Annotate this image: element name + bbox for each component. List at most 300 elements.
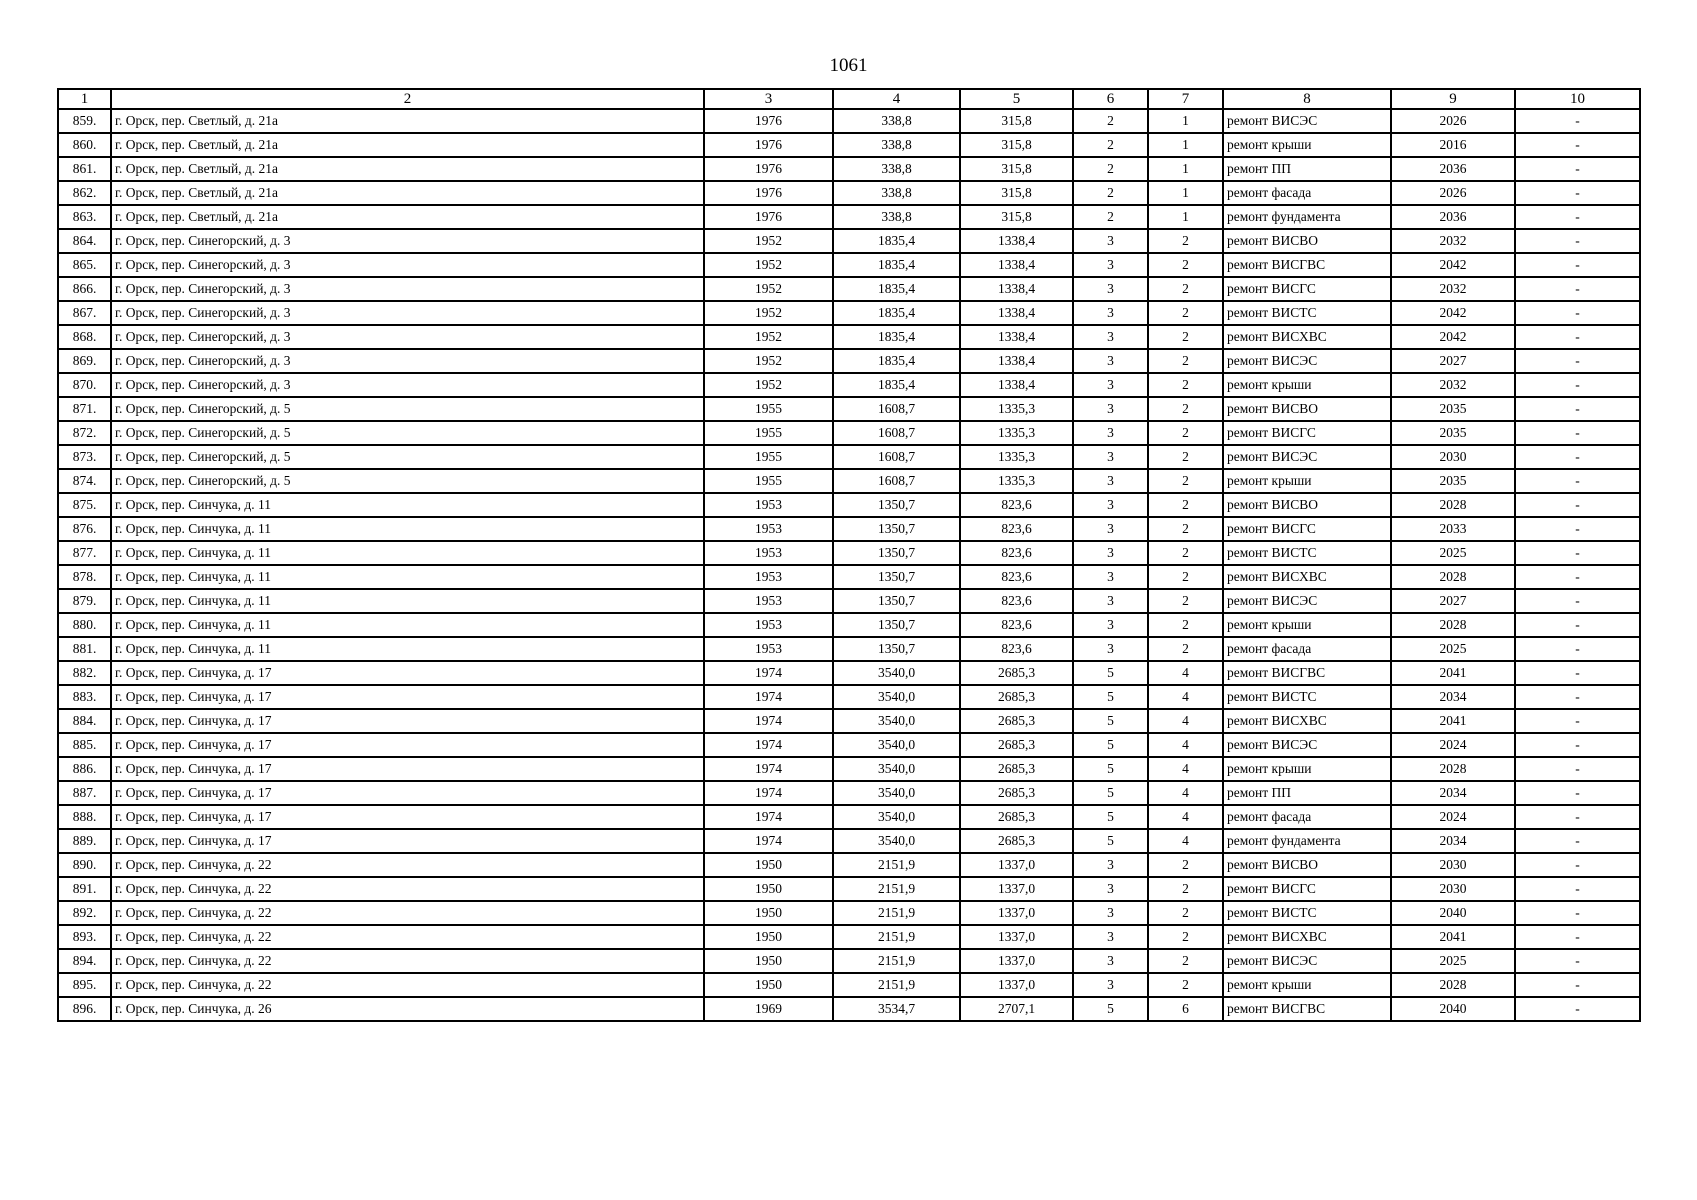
cell-note: -: [1515, 205, 1640, 229]
cell-address: г. Орск, пер. Синегорский, д. 3: [111, 229, 704, 253]
cell-year-built: 1952: [704, 253, 833, 277]
cell-note: -: [1515, 757, 1640, 781]
cell-note: -: [1515, 301, 1640, 325]
cell-address: г. Орск, пер. Синчука, д. 22: [111, 925, 704, 949]
cell-planned-year: 2036: [1391, 205, 1515, 229]
cell-entrances: 2: [1148, 565, 1223, 589]
cell-repair-type: ремонт крыши: [1223, 757, 1391, 781]
cell-living-area: 1337,0: [960, 949, 1073, 973]
cell-total-area: 1350,7: [833, 565, 960, 589]
cell-entrances: 2: [1148, 229, 1223, 253]
cell-floors: 3: [1073, 325, 1148, 349]
cell-address: г. Орск, пер. Синегорский, д. 3: [111, 349, 704, 373]
cell-note: -: [1515, 805, 1640, 829]
cell-repair-type: ремонт ВИСТС: [1223, 901, 1391, 925]
cell-address: г. Орск, пер. Светлый, д. 21а: [111, 133, 704, 157]
cell-floors: 2: [1073, 109, 1148, 133]
cell-entrances: 2: [1148, 469, 1223, 493]
cell-repair-type: ремонт ВИСТС: [1223, 301, 1391, 325]
table-row: [58, 781, 1640, 805]
cell-planned-year: 2041: [1391, 661, 1515, 685]
cell-year-built: 1955: [704, 397, 833, 421]
cell-note: -: [1515, 661, 1640, 685]
cell-total-area: 3540,0: [833, 661, 960, 685]
cell-living-area: 2685,3: [960, 685, 1073, 709]
cell-address: г. Орск, пер. Синегорский, д. 5: [111, 445, 704, 469]
cell-total-area: 1835,4: [833, 349, 960, 373]
cell-repair-type: ремонт ВИСГС: [1223, 517, 1391, 541]
cell-living-area: 1335,3: [960, 469, 1073, 493]
cell-repair-type: ремонт фасада: [1223, 181, 1391, 205]
cell-planned-year: 2030: [1391, 853, 1515, 877]
cell-note: -: [1515, 157, 1640, 181]
cell-row-number: 878.: [58, 565, 111, 589]
cell-row-number: 891.: [58, 877, 111, 901]
cell-year-built: 1950: [704, 949, 833, 973]
cell-repair-type: ремонт ВИСЭС: [1223, 589, 1391, 613]
table-row: [58, 613, 1640, 637]
cell-repair-type: ремонт ВИСЭС: [1223, 349, 1391, 373]
cell-note: -: [1515, 613, 1640, 637]
cell-planned-year: 2026: [1391, 109, 1515, 133]
cell-entrances: 2: [1148, 877, 1223, 901]
cell-floors: 3: [1073, 349, 1148, 373]
cell-address: г. Орск, пер. Синчука, д. 17: [111, 709, 704, 733]
table-row: [58, 589, 1640, 613]
cell-address: г. Орск, пер. Синчука, д. 22: [111, 877, 704, 901]
cell-planned-year: 2016: [1391, 133, 1515, 157]
cell-note: -: [1515, 901, 1640, 925]
cell-year-built: 1953: [704, 637, 833, 661]
cell-total-area: 3540,0: [833, 757, 960, 781]
cell-repair-type: ремонт ВИСГС: [1223, 277, 1391, 301]
cell-total-area: 1350,7: [833, 493, 960, 517]
cell-address: г. Орск, пер. Синчука, д. 11: [111, 589, 704, 613]
cell-address: г. Орск, пер. Синегорский, д. 3: [111, 253, 704, 277]
cell-planned-year: 2035: [1391, 421, 1515, 445]
cell-floors: 5: [1073, 661, 1148, 685]
table-row: [58, 205, 1640, 229]
cell-year-built: 1950: [704, 901, 833, 925]
cell-repair-type: ремонт ВИСВО: [1223, 853, 1391, 877]
cell-planned-year: 2024: [1391, 805, 1515, 829]
cell-address: г. Орск, пер. Синегорский, д. 3: [111, 373, 704, 397]
cell-living-area: 315,8: [960, 205, 1073, 229]
cell-planned-year: 2028: [1391, 613, 1515, 637]
cell-row-number: 868.: [58, 325, 111, 349]
cell-row-number: 884.: [58, 709, 111, 733]
cell-note: -: [1515, 349, 1640, 373]
cell-total-area: 2151,9: [833, 973, 960, 997]
cell-floors: 3: [1073, 853, 1148, 877]
cell-planned-year: 2028: [1391, 973, 1515, 997]
column-header-6: 6: [1073, 89, 1148, 109]
cell-entrances: 2: [1148, 589, 1223, 613]
table-row: [58, 829, 1640, 853]
cell-note: -: [1515, 997, 1640, 1021]
cell-floors: 3: [1073, 277, 1148, 301]
cell-year-built: 1974: [704, 781, 833, 805]
cell-row-number: 869.: [58, 349, 111, 373]
column-header-10: 10: [1515, 89, 1640, 109]
cell-floors: 3: [1073, 517, 1148, 541]
cell-living-area: 823,6: [960, 565, 1073, 589]
cell-total-area: 1350,7: [833, 589, 960, 613]
cell-floors: 2: [1073, 157, 1148, 181]
cell-living-area: 1335,3: [960, 445, 1073, 469]
table-row: [58, 877, 1640, 901]
cell-address: г. Орск, пер. Синчука, д. 17: [111, 685, 704, 709]
table-row: [58, 325, 1640, 349]
cell-planned-year: 2033: [1391, 517, 1515, 541]
cell-year-built: 1955: [704, 469, 833, 493]
cell-row-number: 883.: [58, 685, 111, 709]
cell-entrances: 4: [1148, 781, 1223, 805]
cell-entrances: 4: [1148, 757, 1223, 781]
column-header-8: 8: [1223, 89, 1391, 109]
cell-address: г. Орск, пер. Синчука, д. 11: [111, 493, 704, 517]
cell-row-number: 877.: [58, 541, 111, 565]
cell-total-area: 1608,7: [833, 445, 960, 469]
cell-year-built: 1976: [704, 109, 833, 133]
cell-row-number: 872.: [58, 421, 111, 445]
table-row: [58, 109, 1640, 133]
cell-living-area: 2685,3: [960, 709, 1073, 733]
cell-repair-type: ремонт ВИСХВС: [1223, 925, 1391, 949]
cell-planned-year: 2040: [1391, 901, 1515, 925]
cell-year-built: 1974: [704, 829, 833, 853]
column-header-4: 4: [833, 89, 960, 109]
cell-total-area: 1835,4: [833, 325, 960, 349]
cell-year-built: 1953: [704, 541, 833, 565]
cell-row-number: 870.: [58, 373, 111, 397]
cell-living-area: 1338,4: [960, 229, 1073, 253]
cell-year-built: 1953: [704, 565, 833, 589]
cell-floors: 3: [1073, 925, 1148, 949]
table-row: [58, 541, 1640, 565]
cell-row-number: 862.: [58, 181, 111, 205]
cell-living-area: 823,6: [960, 589, 1073, 613]
cell-living-area: 1338,4: [960, 373, 1073, 397]
cell-living-area: 1337,0: [960, 877, 1073, 901]
cell-year-built: 1952: [704, 325, 833, 349]
cell-year-built: 1955: [704, 421, 833, 445]
cell-row-number: 880.: [58, 613, 111, 637]
cell-floors: 5: [1073, 997, 1148, 1021]
cell-note: -: [1515, 373, 1640, 397]
cell-planned-year: 2042: [1391, 301, 1515, 325]
cell-entrances: 1: [1148, 205, 1223, 229]
cell-living-area: 2707,1: [960, 997, 1073, 1021]
cell-address: г. Орск, пер. Светлый, д. 21а: [111, 181, 704, 205]
cell-repair-type: ремонт ВИСГС: [1223, 877, 1391, 901]
cell-planned-year: 2027: [1391, 349, 1515, 373]
cell-address: г. Орск, пер. Синчука, д. 17: [111, 805, 704, 829]
cell-living-area: 1337,0: [960, 925, 1073, 949]
cell-planned-year: 2028: [1391, 565, 1515, 589]
cell-floors: 3: [1073, 877, 1148, 901]
cell-row-number: 893.: [58, 925, 111, 949]
cell-floors: 5: [1073, 829, 1148, 853]
cell-planned-year: 2028: [1391, 493, 1515, 517]
cell-total-area: 1350,7: [833, 541, 960, 565]
cell-note: -: [1515, 517, 1640, 541]
cell-floors: 3: [1073, 541, 1148, 565]
cell-planned-year: 2026: [1391, 181, 1515, 205]
cell-repair-type: ремонт ВИСХВС: [1223, 709, 1391, 733]
cell-note: -: [1515, 253, 1640, 277]
cell-year-built: 1974: [704, 685, 833, 709]
cell-note: -: [1515, 421, 1640, 445]
cell-note: -: [1515, 829, 1640, 853]
cell-note: -: [1515, 133, 1640, 157]
cell-living-area: 2685,3: [960, 781, 1073, 805]
cell-note: -: [1515, 589, 1640, 613]
cell-total-area: 338,8: [833, 157, 960, 181]
cell-total-area: 1835,4: [833, 301, 960, 325]
cell-planned-year: 2041: [1391, 925, 1515, 949]
table-row: [58, 733, 1640, 757]
cell-year-built: 1953: [704, 589, 833, 613]
cell-note: -: [1515, 565, 1640, 589]
cell-total-area: 2151,9: [833, 901, 960, 925]
cell-address: г. Орск, пер. Синчука, д. 26: [111, 997, 704, 1021]
cell-repair-type: ремонт ВИСВО: [1223, 229, 1391, 253]
cell-repair-type: ремонт ВИСХВС: [1223, 325, 1391, 349]
cell-note: -: [1515, 949, 1640, 973]
table-row: [58, 997, 1640, 1021]
cell-floors: 3: [1073, 901, 1148, 925]
cell-note: -: [1515, 925, 1640, 949]
cell-total-area: 3540,0: [833, 805, 960, 829]
cell-planned-year: 2032: [1391, 277, 1515, 301]
cell-planned-year: 2024: [1391, 733, 1515, 757]
cell-living-area: 1337,0: [960, 853, 1073, 877]
cell-note: -: [1515, 973, 1640, 997]
cell-row-number: 860.: [58, 133, 111, 157]
cell-living-area: 2685,3: [960, 733, 1073, 757]
cell-living-area: 315,8: [960, 181, 1073, 205]
cell-floors: 5: [1073, 781, 1148, 805]
cell-repair-type: ремонт фундамента: [1223, 205, 1391, 229]
cell-note: -: [1515, 109, 1640, 133]
cell-living-area: 1337,0: [960, 901, 1073, 925]
cell-entrances: 2: [1148, 301, 1223, 325]
cell-year-built: 1974: [704, 709, 833, 733]
cell-repair-type: ремонт фасада: [1223, 805, 1391, 829]
cell-row-number: 864.: [58, 229, 111, 253]
cell-row-number: 859.: [58, 109, 111, 133]
cell-living-area: 1338,4: [960, 253, 1073, 277]
cell-row-number: 866.: [58, 277, 111, 301]
cell-living-area: 2685,3: [960, 757, 1073, 781]
cell-year-built: 1976: [704, 157, 833, 181]
cell-total-area: 2151,9: [833, 877, 960, 901]
table-row: [58, 301, 1640, 325]
cell-repair-type: ремонт фундамента: [1223, 829, 1391, 853]
cell-living-area: 823,6: [960, 637, 1073, 661]
cell-address: г. Орск, пер. Синчука, д. 11: [111, 517, 704, 541]
cell-living-area: 1338,4: [960, 325, 1073, 349]
cell-repair-type: ремонт ВИСХВС: [1223, 565, 1391, 589]
cell-living-area: 315,8: [960, 157, 1073, 181]
cell-entrances: 4: [1148, 829, 1223, 853]
cell-row-number: 890.: [58, 853, 111, 877]
cell-entrances: 2: [1148, 925, 1223, 949]
cell-floors: 3: [1073, 445, 1148, 469]
cell-repair-type: ремонт ПП: [1223, 781, 1391, 805]
cell-year-built: 1950: [704, 877, 833, 901]
cell-address: г. Орск, пер. Синегорский, д. 3: [111, 325, 704, 349]
cell-address: г. Орск, пер. Синегорский, д. 5: [111, 421, 704, 445]
cell-entrances: 2: [1148, 421, 1223, 445]
cell-note: -: [1515, 709, 1640, 733]
column-header-2: 2: [111, 89, 704, 109]
cell-planned-year: 2036: [1391, 157, 1515, 181]
cell-total-area: 338,8: [833, 109, 960, 133]
cell-row-number: 861.: [58, 157, 111, 181]
cell-year-built: 1974: [704, 661, 833, 685]
cell-entrances: 2: [1148, 349, 1223, 373]
cell-note: -: [1515, 781, 1640, 805]
cell-address: г. Орск, пер. Синегорский, д. 3: [111, 301, 704, 325]
cell-year-built: 1950: [704, 973, 833, 997]
cell-note: -: [1515, 853, 1640, 877]
table-row: [58, 445, 1640, 469]
table-row: [58, 685, 1640, 709]
cell-year-built: 1974: [704, 733, 833, 757]
cell-total-area: 3540,0: [833, 685, 960, 709]
cell-planned-year: 2034: [1391, 781, 1515, 805]
cell-entrances: 2: [1148, 277, 1223, 301]
cell-planned-year: 2027: [1391, 589, 1515, 613]
cell-entrances: 2: [1148, 517, 1223, 541]
table-row: [58, 565, 1640, 589]
cell-note: -: [1515, 877, 1640, 901]
cell-row-number: 887.: [58, 781, 111, 805]
cell-total-area: 338,8: [833, 205, 960, 229]
table-row: [58, 157, 1640, 181]
cell-total-area: 1608,7: [833, 397, 960, 421]
cell-year-built: 1953: [704, 517, 833, 541]
cell-row-number: 865.: [58, 253, 111, 277]
table-row: [58, 853, 1640, 877]
cell-planned-year: 2035: [1391, 469, 1515, 493]
cell-living-area: 1335,3: [960, 421, 1073, 445]
cell-repair-type: ремонт ВИСГВС: [1223, 253, 1391, 277]
cell-year-built: 1952: [704, 229, 833, 253]
cell-entrances: 4: [1148, 661, 1223, 685]
cell-total-area: 2151,9: [833, 853, 960, 877]
cell-planned-year: 2032: [1391, 373, 1515, 397]
cell-planned-year: 2034: [1391, 685, 1515, 709]
cell-note: -: [1515, 541, 1640, 565]
cell-address: г. Орск, пер. Синчука, д. 11: [111, 613, 704, 637]
cell-row-number: 888.: [58, 805, 111, 829]
cell-floors: 3: [1073, 949, 1148, 973]
cell-address: г. Орск, пер. Светлый, д. 21а: [111, 205, 704, 229]
table-row: [58, 901, 1640, 925]
cell-year-built: 1952: [704, 349, 833, 373]
cell-note: -: [1515, 397, 1640, 421]
table-row: [58, 973, 1640, 997]
cell-entrances: 2: [1148, 541, 1223, 565]
cell-planned-year: 2035: [1391, 397, 1515, 421]
cell-planned-year: 2025: [1391, 541, 1515, 565]
cell-total-area: 3534,7: [833, 997, 960, 1021]
cell-year-built: 1974: [704, 805, 833, 829]
cell-address: г. Орск, пер. Светлый, д. 21а: [111, 109, 704, 133]
cell-total-area: 1835,4: [833, 277, 960, 301]
cell-entrances: 2: [1148, 637, 1223, 661]
cell-repair-type: ремонт крыши: [1223, 133, 1391, 157]
cell-planned-year: 2025: [1391, 637, 1515, 661]
cell-planned-year: 2032: [1391, 229, 1515, 253]
table-row: [58, 397, 1640, 421]
cell-entrances: 2: [1148, 901, 1223, 925]
table-row: [58, 637, 1640, 661]
column-header-9: 9: [1391, 89, 1515, 109]
cell-year-built: 1952: [704, 373, 833, 397]
cell-total-area: 338,8: [833, 181, 960, 205]
cell-planned-year: 2030: [1391, 877, 1515, 901]
cell-planned-year: 2030: [1391, 445, 1515, 469]
cell-year-built: 1952: [704, 301, 833, 325]
cell-total-area: 3540,0: [833, 709, 960, 733]
cell-floors: 5: [1073, 733, 1148, 757]
cell-repair-type: ремонт ВИСЭС: [1223, 949, 1391, 973]
cell-floors: 3: [1073, 253, 1148, 277]
cell-repair-type: ремонт ПП: [1223, 157, 1391, 181]
cell-note: -: [1515, 229, 1640, 253]
cell-row-number: 882.: [58, 661, 111, 685]
cell-address: г. Орск, пер. Светлый, д. 21а: [111, 157, 704, 181]
cell-entrances: 1: [1148, 109, 1223, 133]
table-row: [58, 349, 1640, 373]
cell-repair-type: ремонт ВИСТС: [1223, 541, 1391, 565]
cell-repair-type: ремонт ВИСГВС: [1223, 997, 1391, 1021]
cell-entrances: 2: [1148, 853, 1223, 877]
cell-floors: 2: [1073, 181, 1148, 205]
table-row: [58, 757, 1640, 781]
cell-address: г. Орск, пер. Синчука, д. 17: [111, 661, 704, 685]
cell-entrances: 2: [1148, 373, 1223, 397]
cell-planned-year: 2034: [1391, 829, 1515, 853]
cell-year-built: 1955: [704, 445, 833, 469]
cell-total-area: 1350,7: [833, 637, 960, 661]
cell-living-area: 2685,3: [960, 829, 1073, 853]
cell-row-number: 863.: [58, 205, 111, 229]
cell-year-built: 1953: [704, 493, 833, 517]
cell-row-number: 889.: [58, 829, 111, 853]
cell-living-area: 2685,3: [960, 805, 1073, 829]
cell-total-area: 3540,0: [833, 733, 960, 757]
cell-address: г. Орск, пер. Синчука, д. 17: [111, 781, 704, 805]
cell-entrances: 2: [1148, 613, 1223, 637]
table-row: [58, 373, 1640, 397]
cell-living-area: 1338,4: [960, 277, 1073, 301]
cell-floors: 3: [1073, 973, 1148, 997]
cell-planned-year: 2025: [1391, 949, 1515, 973]
cell-floors: 5: [1073, 805, 1148, 829]
cell-year-built: 1953: [704, 613, 833, 637]
cell-row-number: 895.: [58, 973, 111, 997]
cell-repair-type: ремонт крыши: [1223, 373, 1391, 397]
cell-address: г. Орск, пер. Синчука, д. 17: [111, 733, 704, 757]
cell-total-area: 3540,0: [833, 781, 960, 805]
cell-floors: 3: [1073, 637, 1148, 661]
cell-floors: 3: [1073, 373, 1148, 397]
